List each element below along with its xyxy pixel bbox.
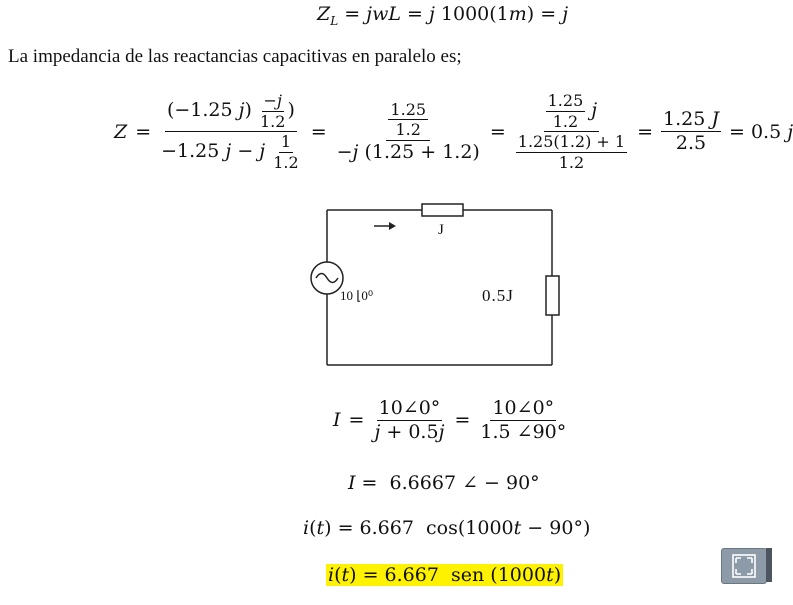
zl-equation: $Z_L$ = jwL = j 1000(1m) = j	[317, 3, 569, 28]
resistor-label: 0.5J	[482, 286, 514, 305]
intro-paragraph: La impedancia de las reactancias capacitivas en paralelo es;	[8, 46, 462, 67]
source-label: 10 ⌊0⁰	[340, 288, 374, 303]
impedance-equation: Z = (−1.25 j) $\frac{-j}{1.2}$ ) −1.25 j − j $\frac{1}{1.2}$ = $\frac{\frac{1.25}{1.2}}{-j (1.25 + 1.2)}$ = $\frac{1.25}{1.2}$ j $\frac{1.25(1.2) + 1}{1.2}$ = $\frac{1.25 J}{2.5}$ = 0.5 j	[114, 91, 793, 172]
current-equation: I = $\frac{10\angle 0^\circ}{j + 0.5j}$ = $\frac{10\angle 0^\circ}{1.5 \angle 90^\circ}$	[333, 397, 567, 443]
expand-icon	[722, 549, 766, 583]
current-arrow-icon	[374, 222, 396, 230]
resistor-symbol	[546, 276, 559, 315]
inductor-label: J	[438, 222, 444, 238]
inductor-symbol	[422, 204, 463, 216]
eq3-den2: 1.5 ∠90°	[480, 420, 567, 443]
current-polar-equation: I = 6.6667 ∠ − 90°	[348, 472, 540, 494]
panel-edge	[766, 548, 772, 582]
current-time-cos-equation: i(t) = 6.667 cos(1000t − 90°)	[303, 517, 591, 539]
current-time-sin-equation: i(t) = 6.667 sen (1000t)	[328, 564, 562, 586]
fullscreen-button[interactable]	[721, 548, 767, 584]
eq3-num2: 10∠0°	[492, 397, 555, 419]
eq3-num1: 10∠0°	[378, 397, 441, 419]
